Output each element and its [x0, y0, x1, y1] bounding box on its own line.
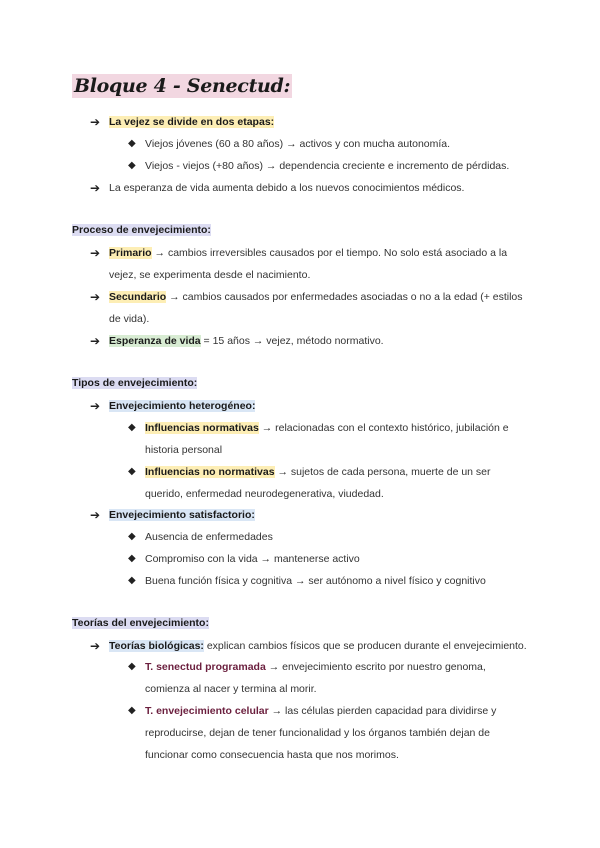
term-label: T. envejecimiento celular — [145, 705, 269, 717]
list-item-continuation: de vida). — [109, 313, 150, 325]
arrow-bullet-icon: ➔ — [90, 508, 101, 522]
section-heading: Teorías del envejecimiento: — [72, 617, 209, 629]
list-item — [145, 704, 496, 718]
arrow-bullet-icon: ➔ — [90, 246, 101, 260]
arrow-bullet-icon: ➔ — [90, 334, 101, 348]
diamond-bullet-icon: ◆ — [128, 661, 136, 672]
term-label: T. senectud programada — [145, 661, 266, 673]
term-label: Influencias no normativas — [145, 466, 275, 478]
list-item — [109, 399, 255, 413]
diamond-bullet-icon: ◆ — [128, 422, 136, 433]
list-item: Viejos jóvenes (60 a 80 años) → activos y con mucha autonomía. — [145, 138, 451, 150]
term-label: Envejecimiento heterogéneo: — [109, 400, 256, 412]
term-text: → cambios irreversibles causados por el tiempo. No solo está asociado a la — [151, 247, 508, 259]
term-text: → envejecimiento escrito por nuestro genoma, — [265, 661, 486, 673]
list-item: Viejos - viejos (+80 años) → dependencia creciente e incremento de pérdidas. — [145, 160, 510, 172]
list-item-continuation: reproducirse, dejan de tener funcionalidad y los órganos también dejan de — [145, 727, 490, 739]
term-text: → cambios causados por enfermedades asociadas o no a la edad (+ estilos — [166, 291, 523, 303]
list-item: La esperanza de vida aumenta debido a los nuevos conocimientos médicos. — [109, 182, 465, 194]
term-label: Influencias normativas — [145, 422, 259, 434]
diamond-bullet-icon: ◆ — [128, 553, 136, 564]
term-text: → sujetos de cada persona, muerte de un ser — [274, 466, 491, 478]
diamond-bullet-icon: ◆ — [128, 466, 136, 477]
term-label: Envejecimiento satisfactorio: — [109, 509, 255, 521]
arrow-bullet-icon: ➔ — [90, 290, 101, 304]
arrow-bullet-icon: ➔ — [90, 639, 101, 653]
arrow-bullet-icon: ➔ — [90, 115, 101, 129]
term-text: = 15 años → vejez, método normativo. — [200, 335, 384, 347]
term-label: Primario — [109, 247, 152, 259]
arrow-bullet-icon: ➔ — [90, 181, 101, 195]
page-title: Bloque 4 - Senectud: — [74, 75, 291, 97]
diamond-bullet-icon: ◆ — [128, 575, 136, 586]
term-label: Teorías biológicas: — [109, 640, 204, 652]
diamond-bullet-icon: ◆ — [128, 160, 136, 171]
diamond-bullet-icon: ◆ — [128, 531, 136, 542]
list-item — [145, 660, 486, 674]
list-item: Buena función física y cognitiva → ser autónomo a nivel físico y cognitivo — [145, 575, 486, 587]
list-item-continuation: funcionar como consecuencia hasta que nos morimos. — [145, 749, 399, 761]
list-item — [109, 334, 384, 348]
list-item: Compromiso con la vida → mantenerse activo — [145, 553, 360, 565]
list-item — [109, 115, 274, 129]
section-heading: Proceso de envejecimiento: — [72, 224, 211, 236]
list-item-continuation: historia personal — [145, 444, 223, 456]
stages-label: La vejez se divide en dos etapas: — [109, 116, 275, 128]
diamond-bullet-icon: ◆ — [128, 138, 136, 149]
list-item-continuation: querido, enfermedad neurodegenerativa, viudedad. — [145, 488, 384, 500]
list-item — [109, 290, 523, 304]
list-item — [109, 508, 255, 522]
diamond-bullet-icon: ◆ — [128, 705, 136, 716]
term-text: explican cambios físicos que se producen durante el envejecimiento. — [203, 640, 527, 652]
list-item-continuation: comienza al nacer y termina al morir. — [145, 683, 317, 695]
section-heading: Tipos de envejecimiento: — [72, 377, 198, 389]
list-item — [145, 421, 509, 435]
term-text: → relacionadas con el contexto histórico, jubilación e — [258, 422, 509, 434]
list-item — [109, 639, 527, 653]
list-item — [109, 246, 507, 260]
list-item-continuation: vejez, se experimenta desde el nacimiento. — [109, 269, 311, 281]
term-text: → las células pierden capacidad para dividirse y — [268, 705, 497, 717]
list-item: Ausencia de enfermedades — [145, 531, 273, 543]
list-item — [145, 465, 491, 479]
arrow-bullet-icon: ➔ — [90, 399, 101, 413]
term-label: Secundario — [109, 291, 167, 303]
term-label: Esperanza de vida — [109, 335, 201, 347]
